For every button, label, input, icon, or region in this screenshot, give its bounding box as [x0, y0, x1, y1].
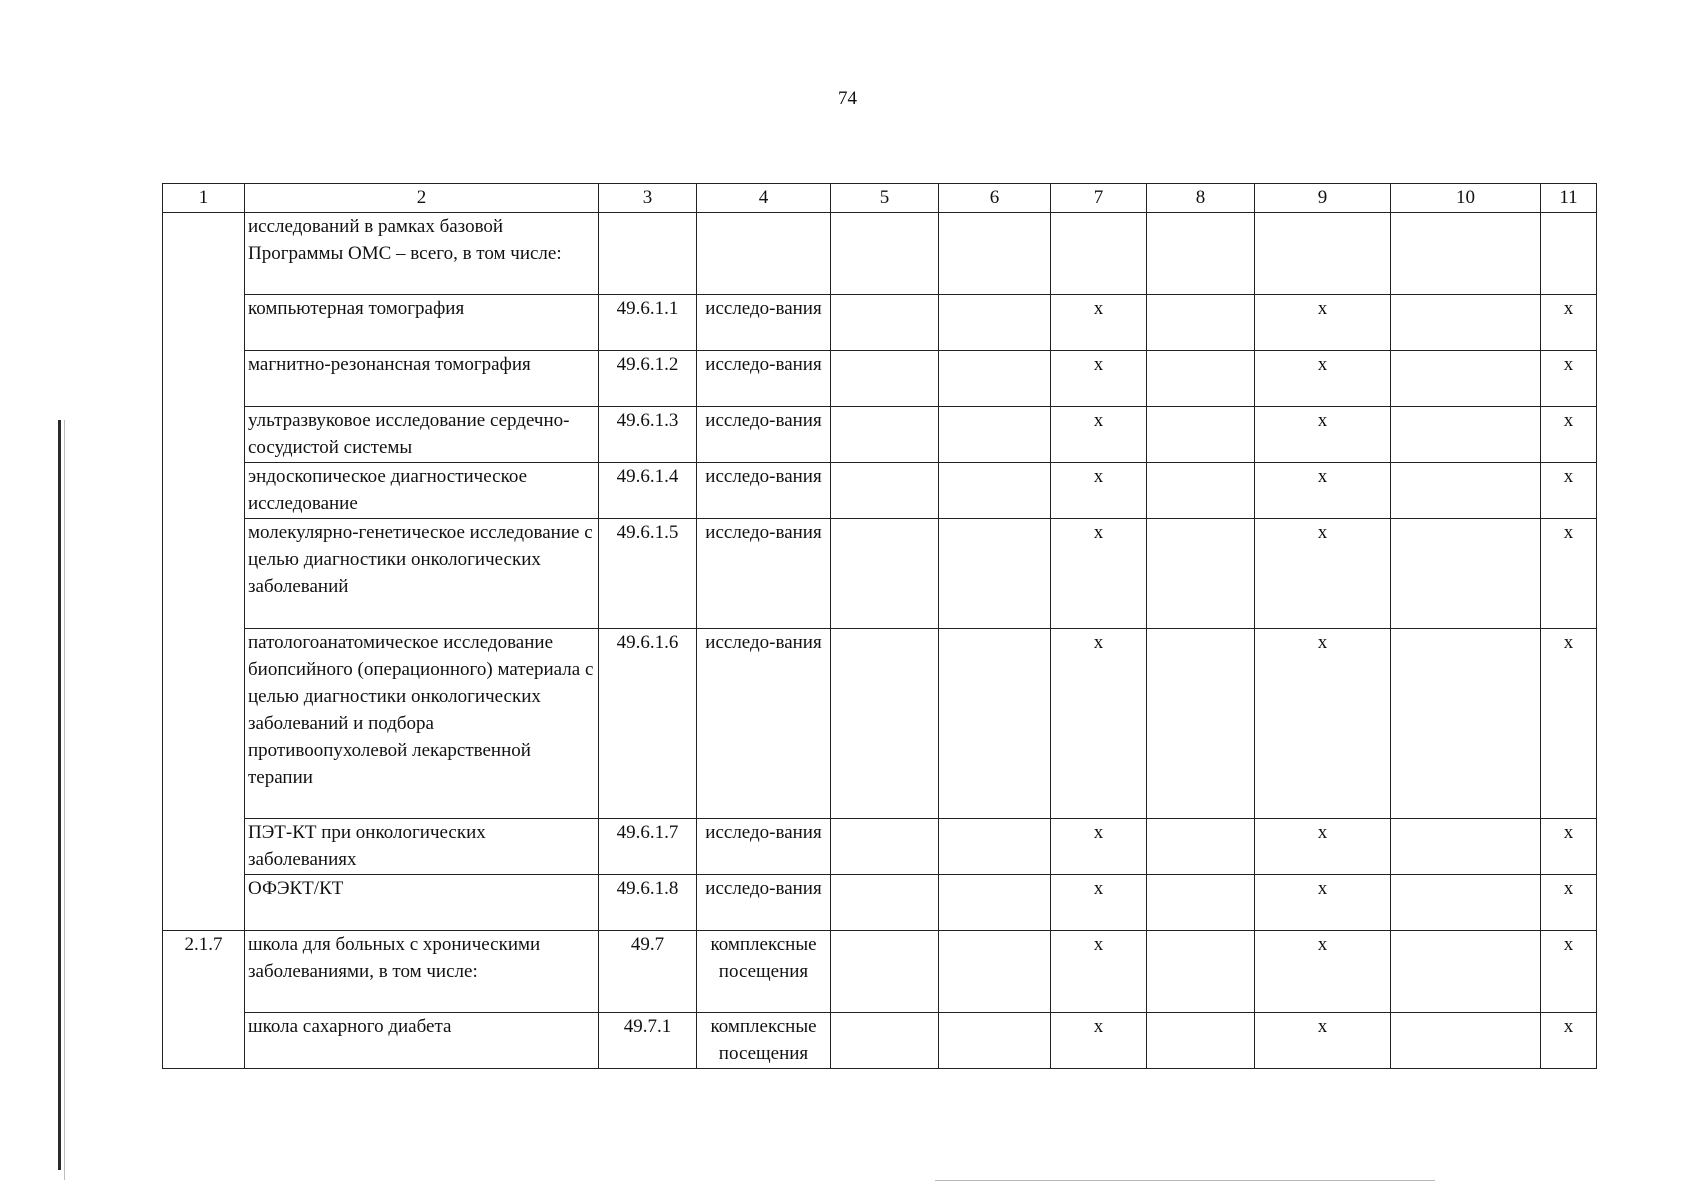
cell-col8: [1147, 463, 1255, 519]
row-unit-cell: комплексные посещения: [697, 1013, 831, 1069]
row-name-cell: магнитно-резонансная томография: [245, 351, 599, 407]
row-code-cell: 49.6.1.2: [599, 351, 697, 407]
row-code-cell: 49.6.1.7: [599, 819, 697, 875]
cell-col7: х: [1051, 629, 1147, 819]
header-cell: 11: [1541, 184, 1597, 213]
cell-col6: [939, 629, 1051, 819]
cell-col9: х: [1255, 1013, 1391, 1069]
table-row: [163, 875, 1597, 931]
cell-col5: [831, 295, 939, 351]
cell-col9: х: [1255, 463, 1391, 519]
row-code-cell: 49.6.1.6: [599, 629, 697, 819]
row-code-cell: 49.6.1.5: [599, 519, 697, 629]
cell-col10: [1391, 819, 1541, 875]
cell-col10: [1391, 519, 1541, 629]
row-name-cell: школа сахарного диабета: [245, 1013, 599, 1069]
cell-col11: х: [1541, 295, 1597, 351]
row-name-cell: эндоскопическое диагностическое исследование: [245, 463, 599, 519]
row-code-cell: [599, 213, 697, 295]
row-unit-cell: исследо-вания: [697, 875, 831, 931]
table-row: [163, 463, 1597, 519]
row-number-cell: [163, 213, 245, 931]
row-unit-cell: исследо-вания: [697, 519, 831, 629]
table-row: [163, 351, 1597, 407]
cell-col5: [831, 351, 939, 407]
cell-col11: х: [1541, 351, 1597, 407]
header-cell: 8: [1147, 184, 1255, 213]
cell-col8: [1147, 819, 1255, 875]
cell-col5: [831, 875, 939, 931]
cell-col9: х: [1255, 519, 1391, 629]
cell-col6: [939, 875, 1051, 931]
cell-col5: [831, 463, 939, 519]
cell-col10: [1391, 931, 1541, 1013]
cell-col6: [939, 295, 1051, 351]
cell-col7: х: [1051, 295, 1147, 351]
cell-col8: [1147, 213, 1255, 295]
cell-col10: [1391, 407, 1541, 463]
cell-col8: [1147, 931, 1255, 1013]
cell-col9: х: [1255, 931, 1391, 1013]
cell-col6: [939, 519, 1051, 629]
row-name-cell: молекулярно-генетическое исследование с целью диагностики онкологических заболеваний: [245, 519, 599, 629]
row-name-cell: компьютерная томография: [245, 295, 599, 351]
row-name-cell: ОФЭКТ/КТ: [245, 875, 599, 931]
cell-col6: [939, 407, 1051, 463]
cell-col8: [1147, 1013, 1255, 1069]
cell-col7: х: [1051, 1013, 1147, 1069]
row-unit-cell: исследо-вания: [697, 463, 831, 519]
cell-col6: [939, 819, 1051, 875]
row-unit-cell: исследо-вания: [697, 819, 831, 875]
row-name-cell: школа для больных с хроническими заболеваниями, в том числе:: [245, 931, 599, 1013]
row-name-cell: ультразвуковое исследование сердечно-сосудистой системы: [245, 407, 599, 463]
table-row: [163, 819, 1597, 875]
cell-col11: х: [1541, 931, 1597, 1013]
header-cell: 10: [1391, 184, 1541, 213]
header-cell: 2: [245, 184, 599, 213]
cell-col10: [1391, 463, 1541, 519]
cell-col7: х: [1051, 519, 1147, 629]
cell-col9: х: [1255, 875, 1391, 931]
cell-col10: [1391, 875, 1541, 931]
cell-col6: [939, 463, 1051, 519]
cell-col7: х: [1051, 819, 1147, 875]
cell-col11: х: [1541, 819, 1597, 875]
table-row: [163, 213, 1597, 295]
row-unit-cell: исследо-вания: [697, 351, 831, 407]
cell-col8: [1147, 519, 1255, 629]
cell-col5: [831, 407, 939, 463]
table-row: [163, 519, 1597, 629]
scan-edge-mark: [58, 420, 61, 1170]
cell-col11: х: [1541, 407, 1597, 463]
header-cell: 4: [697, 184, 831, 213]
table-row: [163, 931, 1597, 1013]
cell-col6: [939, 351, 1051, 407]
row-code-cell: 49.6.1.3: [599, 407, 697, 463]
row-name-cell: исследований в рамках базовой Программы ОМС – всего, в том числе:: [245, 213, 599, 295]
cell-col7: х: [1051, 407, 1147, 463]
cell-col8: [1147, 407, 1255, 463]
cell-col7: [1051, 213, 1147, 295]
cell-col11: х: [1541, 629, 1597, 819]
row-name-cell: ПЭТ-КТ при онкологических заболеваниях: [245, 819, 599, 875]
cell-col8: [1147, 875, 1255, 931]
cell-col6: [939, 213, 1051, 295]
header-cell: 7: [1051, 184, 1147, 213]
data-table: [162, 183, 1597, 1069]
table-row: [163, 407, 1597, 463]
row-name-cell: патологоанатомическое исследование биопсийного (операционного) материала с целью диагностики онкологических заболеваний и подбора противоопухолевой лекарственной терапии: [245, 629, 599, 819]
cell-col11: х: [1541, 875, 1597, 931]
row-unit-cell: исследо-вания: [697, 295, 831, 351]
row-unit-cell: комплексные посещения: [697, 931, 831, 1013]
row-unit-cell: исследо-вания: [697, 407, 831, 463]
cell-col11: х: [1541, 463, 1597, 519]
cell-col10: [1391, 213, 1541, 295]
cell-col7: х: [1051, 351, 1147, 407]
cell-col9: х: [1255, 407, 1391, 463]
cell-col8: [1147, 351, 1255, 407]
cell-col6: [939, 1013, 1051, 1069]
table-row: [163, 1013, 1597, 1069]
cell-col5: [831, 629, 939, 819]
row-code-cell: 49.7: [599, 931, 697, 1013]
cell-col10: [1391, 351, 1541, 407]
cell-col11: х: [1541, 1013, 1597, 1069]
cell-col9: х: [1255, 629, 1391, 819]
cell-col5: [831, 213, 939, 295]
cell-col5: [831, 1013, 939, 1069]
table-header-row: [163, 184, 1597, 213]
cell-col10: [1391, 629, 1541, 819]
scan-edge-faint-mark: [64, 420, 65, 1180]
cell-col9: х: [1255, 351, 1391, 407]
cell-col11: [1541, 213, 1597, 295]
header-cell: 1: [163, 184, 245, 213]
row-number-cell: 2.1.7: [163, 931, 245, 1069]
cell-col6: [939, 931, 1051, 1013]
page-number: 74: [838, 88, 857, 109]
cell-col9: [1255, 213, 1391, 295]
header-cell: 5: [831, 184, 939, 213]
cell-col5: [831, 931, 939, 1013]
cell-col9: х: [1255, 819, 1391, 875]
cell-col10: [1391, 295, 1541, 351]
header-cell: 6: [939, 184, 1051, 213]
row-code-cell: 49.6.1.8: [599, 875, 697, 931]
cell-col11: х: [1541, 519, 1597, 629]
header-cell: 3: [599, 184, 697, 213]
row-code-cell: 49.6.1.1: [599, 295, 697, 351]
cell-col10: [1391, 1013, 1541, 1069]
cell-col8: [1147, 629, 1255, 819]
header-cell: 9: [1255, 184, 1391, 213]
row-code-cell: 49.7.1: [599, 1013, 697, 1069]
cell-col7: х: [1051, 875, 1147, 931]
cell-col7: х: [1051, 931, 1147, 1013]
row-unit-cell: исследо-вания: [697, 629, 831, 819]
cell-col5: [831, 519, 939, 629]
scan-bottom-line: [935, 1180, 1435, 1181]
table-row: [163, 629, 1597, 819]
cell-col5: [831, 819, 939, 875]
row-unit-cell: [697, 213, 831, 295]
cell-col9: х: [1255, 295, 1391, 351]
table-row: [163, 295, 1597, 351]
cell-col7: х: [1051, 463, 1147, 519]
cell-col8: [1147, 295, 1255, 351]
row-code-cell: 49.6.1.4: [599, 463, 697, 519]
